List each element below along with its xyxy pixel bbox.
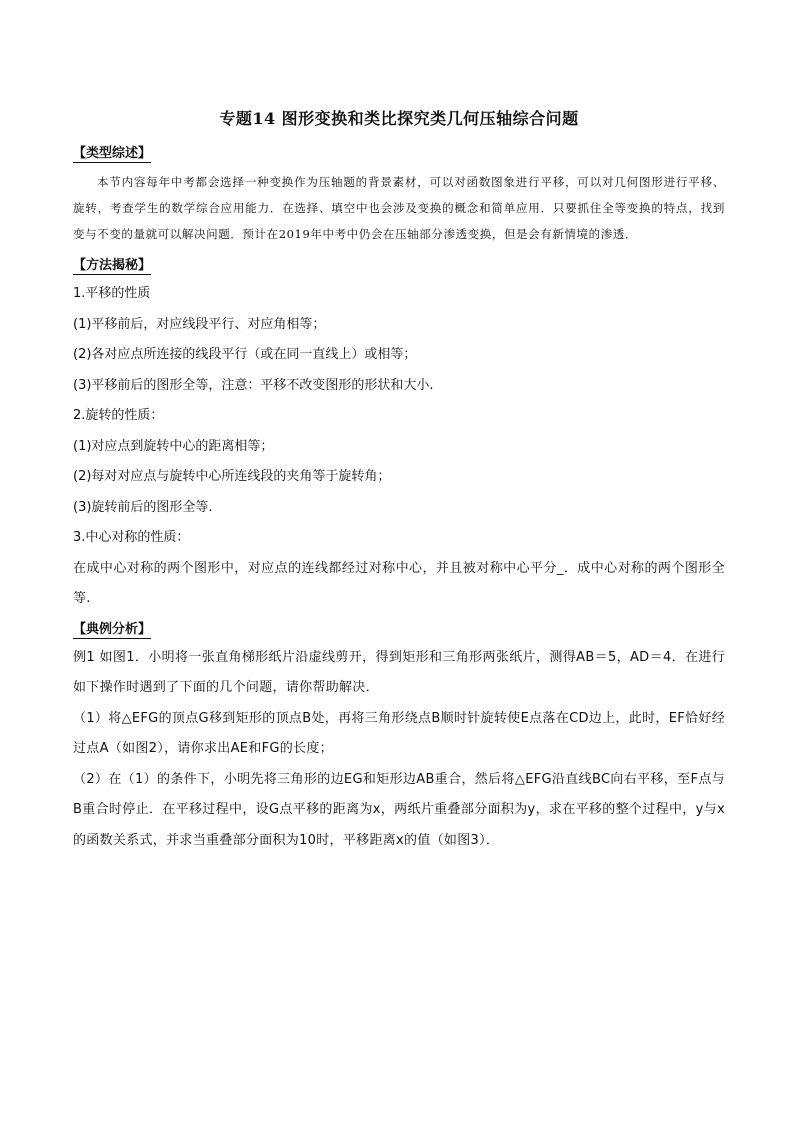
example-question-2: （2）在（1）的条件下，小明先将三角形的边EG和矩形边AB重合，然后将△EFG沿直线BC向右平移，至F点与B重合时停止．在平移过程中，设G点平移的距离为x，两纸片重叠部分面积为y，求在平移的整个过程中，y与x的函数关系式，并求当重叠部分面积为10时，平移距离x的值（如图3）．	[73, 771, 725, 848]
method-line: (3)平移前后的图形全等，注意：平移不改变图形的形状和大小.	[73, 377, 434, 393]
page-title: 专题14 图形变换和类比探究类几何压轴综合问题	[219, 109, 579, 128]
method-line: 1.平移的性质	[73, 286, 151, 301]
method-line: 3.中心对称的性质：	[73, 530, 190, 545]
overview-text: 本节内容每年中考都会选择一种变换作为压轴题的背景素材，可以对函数图象进行平移，可以对几何图形进行平移、旋转，考查学生的数学综合应用能力．在选择、填空中也会涉及变换的概念和简单应用．只要抓住全等变换的特点，找到变与不变的量就可以解决问题．预计在2019年中考中仍会在压轴部分渗透变换，但是会有新情境的渗透．	[73, 175, 725, 241]
method-list	[73, 279, 725, 615]
method-line: (1)平移前后，对应线段平行、对应角相等；	[73, 316, 326, 332]
example-body	[73, 643, 725, 857]
method-line: (3)旋转前后的图形全等.	[73, 499, 213, 515]
method-line: 2.旋转的性质：	[73, 408, 164, 423]
method-line: (2)每对对应点与旋转中心所连线段的夹角等于旋转角；	[73, 469, 391, 484]
overview-heading: 【类型综述】	[73, 142, 151, 163]
method-heading: 【方法揭秘】	[73, 254, 151, 275]
method-paragraph: 在成中心对称的两个图形中，对应点的连线都经过对称中心，并且被对称中心平分_．成中心对称的两个图形全等.	[73, 560, 725, 606]
method-line: (2)各对应点所连接的线段平行（或在同一直线上）或相等；	[73, 347, 417, 362]
method-line: (1)对应点到旋转中心的距离相等；	[73, 438, 274, 454]
document-page	[73, 100, 725, 856]
example-question-1: （1）将△EFG的顶点G移到矩形的顶点B处，再将三角形绕点B顺时针旋转使E点落在CD边上，此时，EF恰好经过点A（如图2），请你求出AE和FG的长度；	[73, 710, 725, 756]
example-paragraph: 例1 如图1．小明将一张直角梯形纸片沿虚线剪开，得到矩形和三角形两张纸片，测得AB＝5，AD＝4．在进行如下操作时遇到了下面的几个问题，请你帮助解决．	[73, 649, 725, 695]
example-heading: 【典例分析】	[73, 618, 151, 639]
